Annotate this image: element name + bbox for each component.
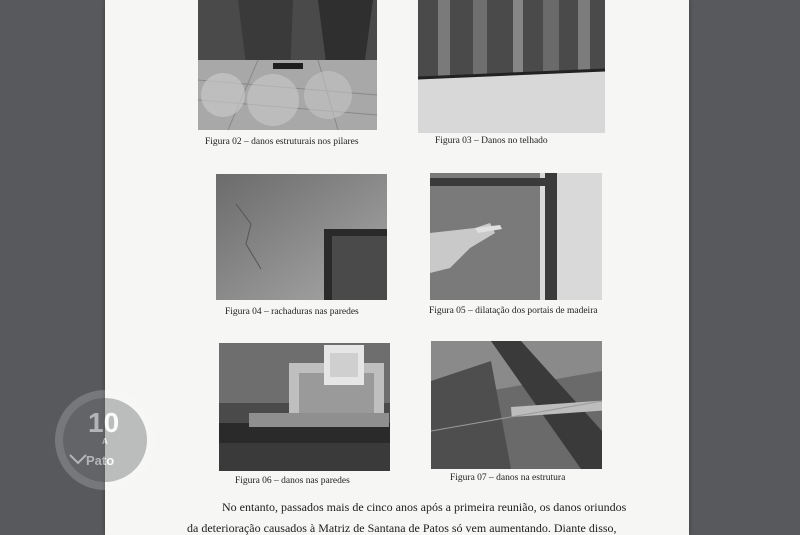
watermark-logo — [50, 385, 160, 495]
figure-05-caption: Figura 05 – dilatação dos portais de madeira — [429, 306, 598, 316]
watermark-number: 10 — [88, 407, 120, 438]
pillar-photo-image — [198, 0, 377, 130]
watermark-brand: Pato — [86, 453, 115, 468]
door-frame-photo-image — [430, 173, 602, 300]
figure-03-caption: Figura 03 – Danos no telhado — [435, 136, 548, 146]
figure-02-caption: Figura 02 – danos estruturais nos pilares — [205, 137, 359, 147]
structure-photo-image — [431, 341, 602, 469]
roof-photo-image — [418, 0, 605, 133]
figure-06-photo — [219, 343, 390, 471]
body-line-2: da deterioração causados à Matriz de Santana de Patos só vem aumentando. Diante disso, — [187, 521, 617, 535]
figure-06-caption: Figura 06 – danos nas paredes — [235, 476, 350, 486]
wall-crack-photo-image — [216, 174, 387, 300]
figure-03-photo — [418, 0, 605, 133]
figure-02-photo — [198, 0, 377, 130]
figure-05-photo — [430, 173, 602, 300]
figure-04-photo — [216, 174, 387, 300]
figure-07-photo — [431, 341, 602, 469]
figure-04-caption: Figura 04 – rachaduras nas paredes — [225, 307, 359, 317]
watermark-sub: A — [102, 437, 108, 446]
figure-07-caption: Figura 07 – danos na estrutura — [450, 473, 566, 483]
body-line-1: No entanto, passados mais de cinco anos após a primeira reunião, os danos oriundos — [222, 500, 627, 514]
document-page — [105, 0, 689, 535]
body-paragraph — [187, 497, 637, 535]
wall-damage-photo-image — [219, 343, 390, 471]
